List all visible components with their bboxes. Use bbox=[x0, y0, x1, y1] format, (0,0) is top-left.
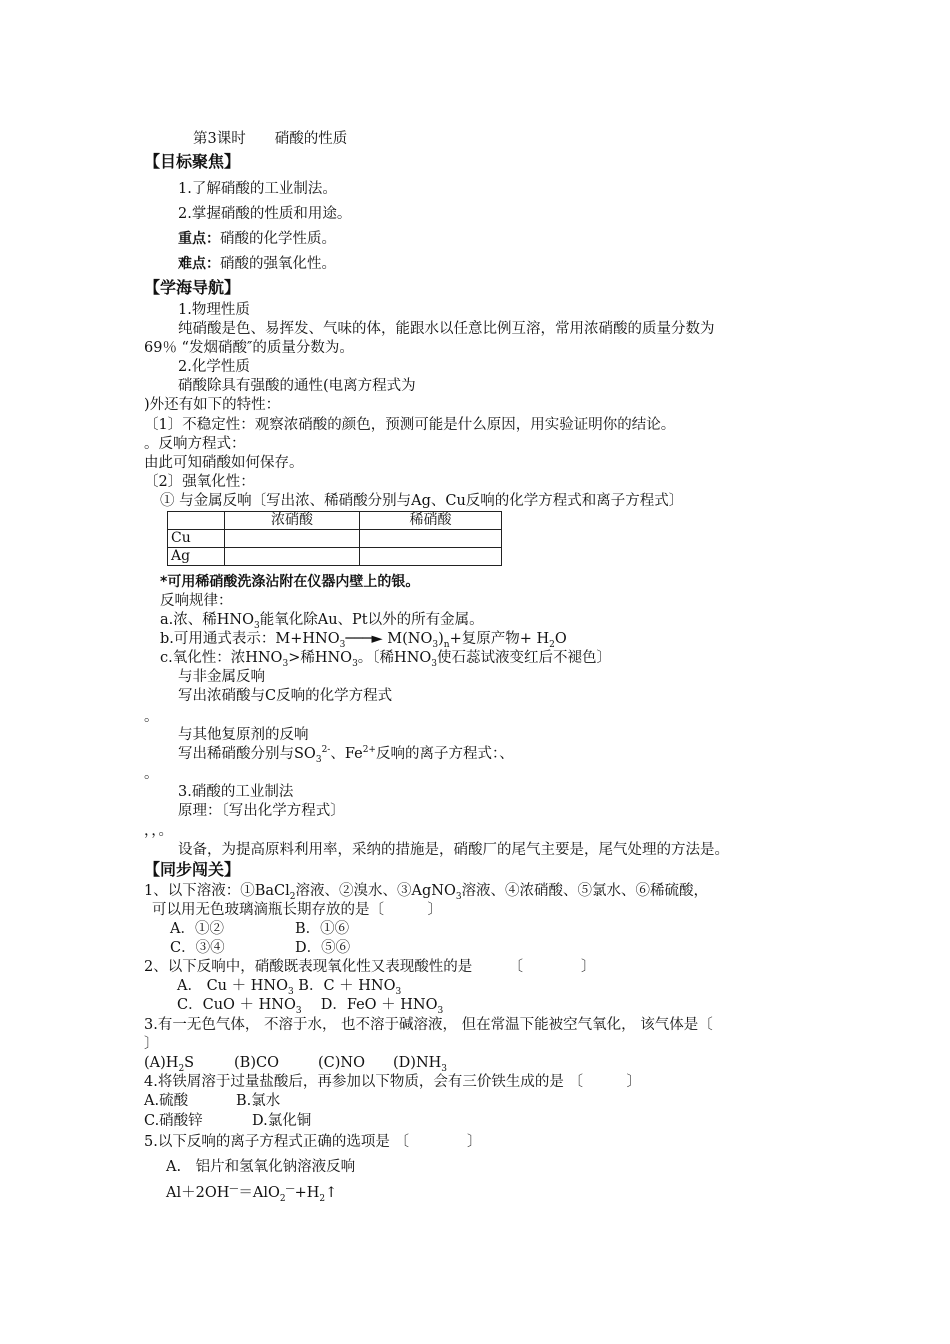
question-3-bracket: 〕 bbox=[144, 1036, 159, 1052]
physical-props-text: 纯硝酸是色、易挥发、气味的体，能跟水以任意比例互溶，常用浓硝酸的质量分数为 bbox=[178, 321, 715, 337]
industrial-title: 3.硝酸的工业制法 bbox=[178, 784, 294, 800]
industrial-principle: 原理：〔写出化学方程式〕 bbox=[178, 803, 345, 819]
q2-option-b: B．C ＋ HNO bbox=[293, 978, 396, 994]
physical-props-text-2: 69％ “发烟硝酸″的质量分数为。 bbox=[144, 340, 354, 356]
chemical-props-title: 2.化学性质 bbox=[178, 359, 250, 375]
q1-option-d: D．⑤⑥ bbox=[295, 940, 351, 956]
subscript: 3 bbox=[282, 658, 289, 669]
subscript: 2 bbox=[319, 1193, 326, 1204]
subscript: 3 bbox=[253, 620, 260, 631]
q5-option-a: A. 铝片和氢氧化钠溶液反响 bbox=[166, 1159, 356, 1175]
page-title: 第3课时 硝酸的性质 bbox=[193, 131, 348, 147]
subscript: 3 bbox=[395, 986, 402, 997]
subscript: 2 bbox=[279, 1193, 286, 1204]
q3-option-c: (C)NO bbox=[318, 1055, 365, 1071]
rule-c-text-2: >稀HNO bbox=[288, 650, 353, 666]
subscript: 3 bbox=[287, 986, 294, 997]
instability-equation: 。反响方程式： bbox=[144, 436, 246, 452]
question-4: 4.将铁屑溶于过量盐酸后，再参加以下物质，会有三价铁生成的是 〔 〕 bbox=[144, 1074, 641, 1090]
reducer-text bbox=[178, 745, 514, 763]
goal-item-2: 2.掌握硝酸的性质和用途。 bbox=[178, 206, 352, 222]
reducer-text-3: 反响的离子方程式：、 bbox=[375, 746, 514, 762]
q1-option-b: B．①⑥ bbox=[295, 921, 350, 937]
superscript: 2- bbox=[321, 745, 331, 756]
table-header-cell: 浓硝酸 bbox=[225, 512, 360, 530]
q4-option-d: D.氯化铜 bbox=[252, 1113, 312, 1129]
q3-option-a-text: (A)H bbox=[144, 1055, 179, 1071]
superscript: 2+ bbox=[362, 745, 376, 756]
q5-eq-part-3: +H bbox=[294, 1185, 320, 1201]
subscript: 3 bbox=[295, 1005, 302, 1016]
reducer-title: 与其他复原剂的反响 bbox=[178, 727, 309, 743]
superscript: — bbox=[229, 1184, 239, 1195]
industrial-commas: ，，。 bbox=[144, 823, 173, 839]
oxidizing-title: 〔2〕强氧化性： bbox=[144, 474, 255, 490]
subscript: 3 bbox=[352, 658, 358, 669]
table-header-row bbox=[168, 512, 502, 530]
q1-option-c: C．③④ bbox=[170, 940, 225, 956]
table-cell bbox=[225, 548, 360, 566]
nonmetal-text: 写出浓硝酸与C反响的化学方程式 bbox=[178, 688, 393, 704]
rule-c-text-3: 。〔稀HNO bbox=[357, 650, 432, 666]
subscript: 3 bbox=[437, 1005, 444, 1016]
table-cell bbox=[360, 530, 502, 548]
subscript: 2 bbox=[289, 891, 296, 902]
subscript: 3 bbox=[315, 754, 322, 765]
subscript: 3 bbox=[431, 658, 438, 669]
reducer-end: 。 bbox=[144, 766, 159, 782]
rule-a-text: a.浓、稀HNO bbox=[160, 612, 254, 628]
goal-difficult-point bbox=[178, 255, 336, 273]
q5-eq-part-1: Al＋2OH bbox=[166, 1185, 230, 1201]
rule-c-text-4: 使石蕊试液变红后不褪色〕 bbox=[437, 650, 612, 666]
rule-c bbox=[160, 649, 611, 667]
q4-option-c: C.硝酸锌 bbox=[144, 1113, 203, 1129]
table-cell: Cu bbox=[168, 530, 225, 548]
subscript: n bbox=[443, 639, 450, 650]
q4-option-b: B.氯水 bbox=[236, 1093, 281, 1109]
question-1 bbox=[144, 882, 708, 900]
subscript: 2 bbox=[549, 639, 555, 650]
question-2: 2、以下反响中，硝酸既表现氧化性又表现酸性的是 〔 〕 bbox=[144, 959, 596, 975]
key-label: 重点： bbox=[178, 231, 220, 247]
q2-options-ab bbox=[177, 977, 401, 995]
rule-b-products: +复原产物+ H bbox=[449, 631, 550, 647]
reducer-text-1: 写出稀硝酸分别与SO bbox=[178, 746, 316, 762]
subscript: 3 bbox=[441, 1063, 448, 1074]
q2-option-d: D．FeO ＋ HNO bbox=[301, 997, 438, 1013]
q1-option-a: A．①② bbox=[170, 921, 224, 937]
rule-b-paren: ) bbox=[438, 631, 444, 647]
section-practice-heading: 【同步闯关】 bbox=[144, 860, 241, 879]
rule-b-text: b.可用通式表示：M+HNO bbox=[160, 631, 340, 647]
section-goal-heading: 【目标聚焦】 bbox=[144, 152, 241, 171]
q3-option-a bbox=[144, 1054, 194, 1072]
q3-option-d bbox=[393, 1054, 447, 1072]
q1-text-2: 溶液、②溴水、③AgNO bbox=[295, 883, 456, 899]
rule-b-arrow: ───► M(NO bbox=[345, 631, 433, 647]
q2-options-cd bbox=[177, 996, 443, 1014]
nonmetal-end: 。 bbox=[144, 709, 159, 725]
key-text: 硝酸的化学性质。 bbox=[220, 231, 336, 247]
rule-a-text-2: 能氧化除Au、Pt以外的所有金属。 bbox=[259, 612, 484, 628]
subscript: 3 bbox=[432, 639, 439, 650]
reducer-text-2: 、Fe bbox=[330, 746, 363, 762]
q2-option-c: C．CuO ＋ HNO bbox=[177, 997, 296, 1013]
instability-text: 〔1〕不稳定性：观察浓硝酸的颜色，预测可能是什么原因，用实验证明你的结论。 bbox=[144, 417, 676, 433]
goal-item-1: 1.了解硝酸的工业制法。 bbox=[178, 181, 337, 197]
silver-wash-note: *可用稀硝酸洗涤沾附在仪器内壁上的银。 bbox=[160, 574, 420, 590]
q3-option-a-text-2: S bbox=[184, 1055, 195, 1071]
rule-c-text: c.氧化性：浓HNO bbox=[160, 650, 283, 666]
table-cell bbox=[225, 530, 360, 548]
chemical-props-text: 硝酸除具有强酸的通性(电离方程式为 bbox=[178, 378, 416, 394]
storage-text: 由此可知硝酸如何保存。 bbox=[144, 455, 304, 471]
rule-b-water: O bbox=[554, 631, 567, 647]
chemical-props-text-2: )外还有如下的特性： bbox=[144, 397, 281, 413]
reaction-rule-title: 反响规律： bbox=[160, 593, 233, 609]
industrial-equipment: 设备，为提高原料利用率，采纳的措施是，硝酸厂的尾气主要是，尾气处理的方法是。 bbox=[178, 842, 729, 858]
q2-option-a: A． Cu ＋ HNO bbox=[177, 978, 288, 994]
subscript: 3 bbox=[455, 891, 462, 902]
q1-text-1: 1、以下溶液：①BaCl bbox=[144, 883, 290, 899]
table-cell bbox=[360, 548, 502, 566]
metal-reaction-text: ① 与金属反响〔写出浓、稀硝酸分别与Ag、Cu反响的化学方程式和离子方程式〕 bbox=[160, 493, 684, 509]
subscript: 3 bbox=[339, 639, 346, 650]
table-row bbox=[168, 548, 502, 566]
rule-a bbox=[160, 611, 484, 629]
q1-text-3: 溶液、④浓硝酸、⑤氯水、⑥稀硫酸， bbox=[461, 883, 709, 899]
section-guide-heading: 【学海导航】 bbox=[144, 278, 241, 297]
question-5: 5.以下反响的离子方程式正确的选项是 〔 〕 bbox=[144, 1134, 482, 1150]
superscript: — bbox=[285, 1184, 295, 1195]
question-3: 3.有一无色气体， 不溶于水， 也不溶于碱溶液， 但在常温下能被空气氧化， 该气体是〔 bbox=[144, 1017, 713, 1033]
q5-eq-part-2: ＝AlO bbox=[238, 1185, 280, 1201]
table-cell: Ag bbox=[168, 548, 225, 566]
q5-equation bbox=[166, 1184, 337, 1202]
rule-b bbox=[160, 630, 567, 648]
table-header-cell bbox=[168, 512, 225, 530]
reaction-table bbox=[167, 511, 502, 566]
difficulty-text: 硝酸的强氧化性。 bbox=[220, 256, 336, 272]
q3-option-b: (B)CO bbox=[234, 1055, 279, 1071]
nonmetal-title: 与非金属反响 bbox=[178, 669, 265, 685]
subscript: 2 bbox=[178, 1063, 185, 1074]
table-header-cell: 稀硝酸 bbox=[360, 512, 502, 530]
difficulty-label: 难点： bbox=[178, 256, 220, 272]
q4-option-a: A.硫酸 bbox=[144, 1093, 189, 1109]
up-arrow-icon: ↑ bbox=[325, 1185, 338, 1201]
goal-key-point bbox=[178, 230, 336, 248]
table-row bbox=[168, 530, 502, 548]
question-1-line-2: 可以用无色玻璃滴瓶长期存放的是〔 〕 bbox=[152, 902, 442, 918]
q3-option-d-text: (D)NH bbox=[393, 1055, 442, 1071]
physical-props-title: 1.物理性质 bbox=[178, 302, 250, 318]
